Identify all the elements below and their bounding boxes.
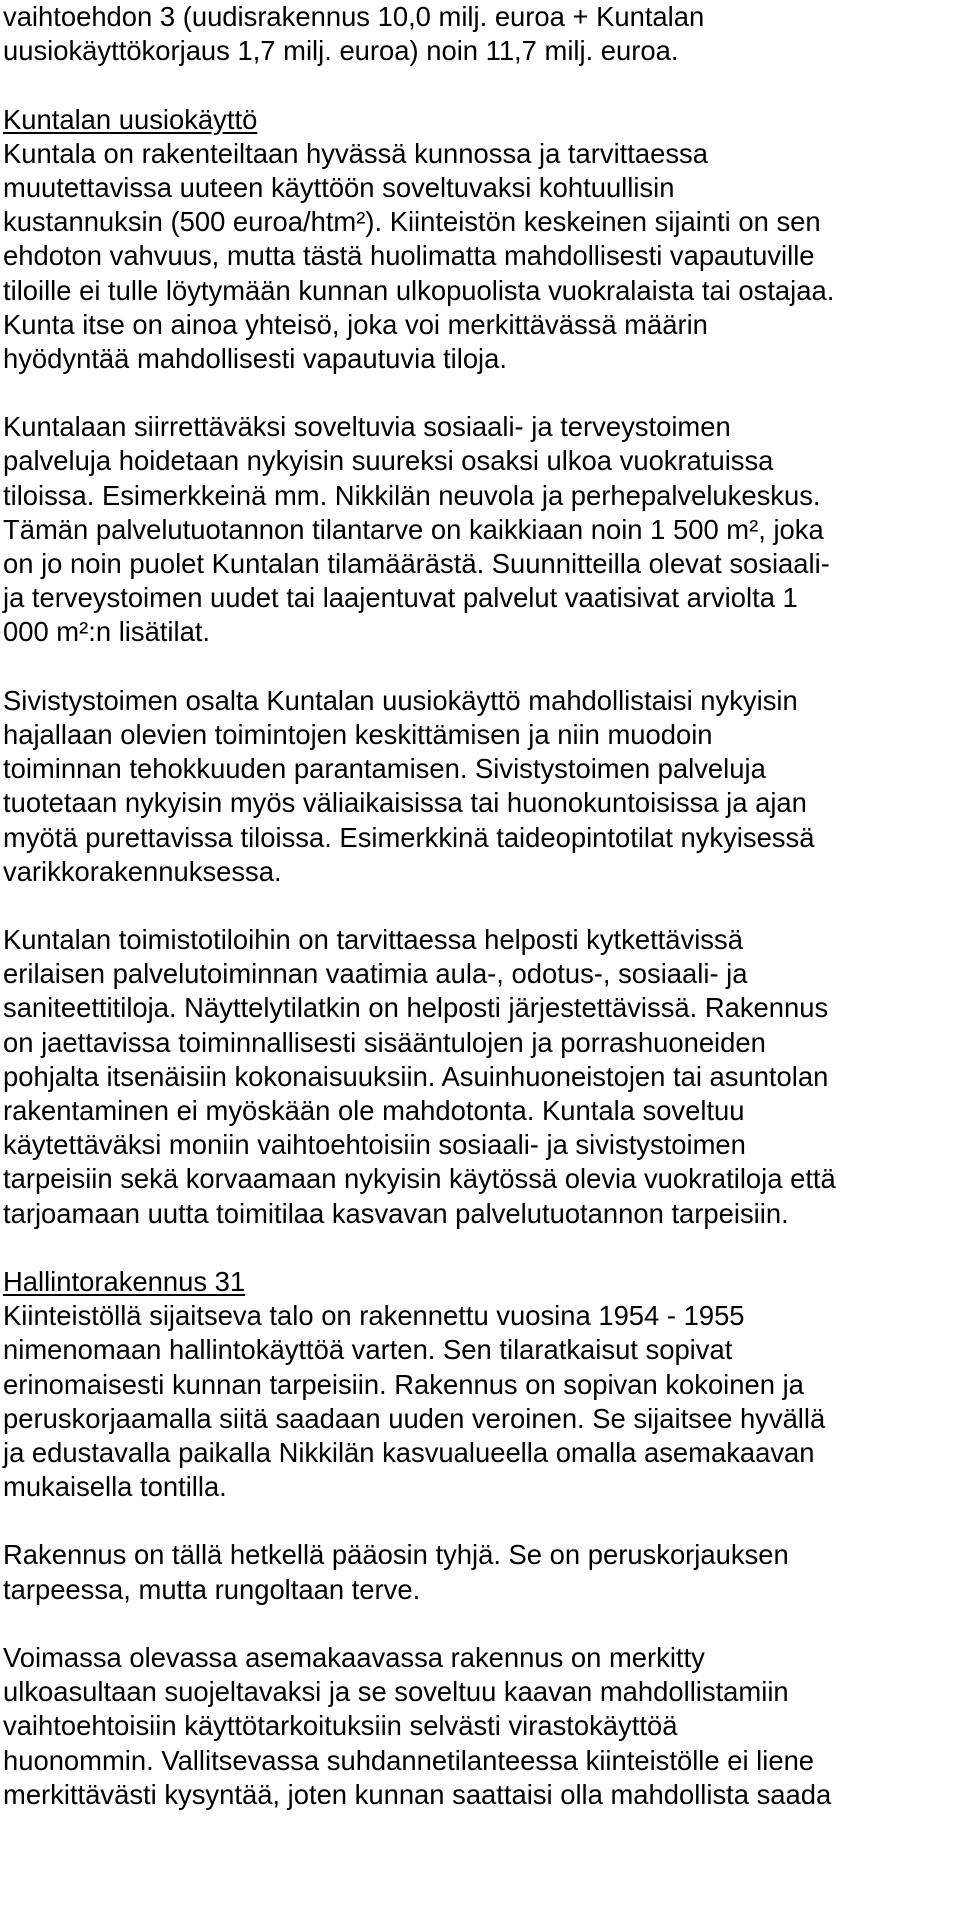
text-line: pohjalta itsenäisiin kokonaisuuksiin. Asuinhuoneistojen tai asuntolan bbox=[3, 1060, 829, 1092]
paragraph bbox=[3, 923, 958, 1231]
section-heading: Kuntalan uusiokäyttö bbox=[3, 103, 258, 135]
text-line: on jaettavissa toiminnallisesti sisääntulojen ja porrashuoneiden bbox=[3, 1026, 766, 1058]
paragraph bbox=[3, 684, 958, 889]
text-line: mukaisella tontilla. bbox=[3, 1471, 227, 1503]
text-line: Tämän palvelutuotannon tilantarve on kaikkiaan noin 1 500 m², joka bbox=[3, 513, 824, 545]
paragraph bbox=[3, 410, 958, 649]
text-line: saniteettitiloja. Näyttelytilatkin on helposti järjestettävissä. Rakennus bbox=[3, 992, 829, 1024]
text-line: peruskorjaamalla siitä saadaan uuden veroinen. Se sijaitsee hyvällä bbox=[3, 1402, 826, 1434]
text-line: hyödyntää mahdollisesti vapautuvia tiloja. bbox=[3, 342, 507, 374]
paragraph bbox=[3, 137, 958, 376]
text-line: tarpeessa, mutta rungoltaan terve. bbox=[3, 1573, 421, 1605]
paragraph-spacer bbox=[3, 889, 958, 923]
text-line: Rakennus on tällä hetkellä pääosin tyhjä. Se on peruskorjauksen bbox=[3, 1539, 789, 1571]
text-line: nimenomaan hallintokäyttöä varten. Sen tilaratkaisut sopivat bbox=[3, 1334, 733, 1366]
text-line: rakentaminen ei myöskään ole mahdotonta. Kuntala soveltuu bbox=[3, 1095, 745, 1126]
text-line: tarjoamaan uutta toimitilaa kasvavan palvelutuotannon tarpeisiin. bbox=[3, 1197, 789, 1229]
text-line: Kiinteistöllä sijaitseva talo on rakennettu vuosina 1954 - 1955 bbox=[3, 1300, 745, 1332]
text-line: Kuntalaan siirrettäväksi soveltuvia sosiaali- ja terveystoimen bbox=[3, 411, 731, 443]
text-line: palveluja hoidetaan nykyisin suureksi osaksi ulkoa vuokratuissa bbox=[3, 445, 774, 477]
text-line: 000 m²:n lisätilat. bbox=[3, 616, 211, 648]
text-line: käytettäväksi moniin vaihtoehtoisiin sosiaali- ja sivistystoimen bbox=[3, 1129, 746, 1161]
text-line: merkittävästi kysyntää, joten kunnan saattaisi olla mahdollista saada bbox=[3, 1778, 832, 1810]
text-line: Kuntala on rakenteiltaan hyvässä kunnossa ja tarvittaessa bbox=[3, 137, 708, 169]
text-line: ehdoton vahvuus, mutta tästä huolimatta mahdollisesti vapautuville bbox=[3, 240, 815, 272]
section-heading: Hallintorakennus 31 bbox=[3, 1265, 246, 1297]
paragraph-spacer bbox=[3, 1607, 958, 1641]
text-line: myötä purettavissa tiloissa. Esimerkkinä taideopintotilat nykyisessä bbox=[3, 821, 815, 853]
section-kuntala bbox=[3, 103, 958, 1231]
text-line: Sivistystoimen osalta Kuntalan uusiokäyttö mahdollistaisi nykyisin bbox=[3, 684, 798, 716]
text-line: huonommin. Vallitsevassa suhdannetilanteessa kiinteistölle ei liene bbox=[3, 1744, 815, 1776]
text-line: uusiokäyttökorjaus 1,7 milj. euroa) noin 11,7 milj. euroa. bbox=[3, 35, 679, 67]
text-line: tarpeisiin sekä korvaamaan nykyisin käytössä olevia vuokratiloja että bbox=[3, 1163, 836, 1195]
text-line: Kuntalan toimistotiloihin on tarvittaessa helposti kytkettävissä bbox=[3, 924, 743, 956]
text-line: ja edustavalla paikalla Nikkilän kasvualueella omalla asemakaavan bbox=[3, 1436, 815, 1468]
paragraph-spacer bbox=[3, 1231, 958, 1265]
paragraph bbox=[3, 1641, 958, 1812]
text-line: ulkoasultaan suojeltavaksi ja se soveltuu kaavan mahdollistamiin bbox=[3, 1676, 789, 1708]
text-line: muutettavissa uuteen käyttöön soveltuvaksi kohtuullisin bbox=[3, 171, 675, 203]
paragraph-spacer bbox=[3, 68, 958, 102]
text-line: Kunta itse on ainoa yhteisö, joka voi merkittävässä määrin bbox=[3, 308, 708, 340]
text-line: toiminnan tehokkuuden parantamisen. Sivistystoimen palveluja bbox=[3, 753, 766, 785]
text-line: vaihtoehdon 3 (uudisrakennus 10,0 milj. euroa + Kuntalan bbox=[3, 1, 705, 32]
paragraph bbox=[3, 1538, 958, 1606]
text-line: tuotetaan nykyisin myös väliaikaisissa tai huonokuntoisissa ja ajan bbox=[3, 787, 807, 819]
text-line: tiloille ei tulle löytymään kunnan ulkopuolista vuokralaista tai ostajaa. bbox=[3, 274, 835, 306]
text-line: on jo noin puolet Kuntalan tilamäärästä. Suunnitteilla olevat sosiaali- bbox=[3, 548, 830, 579]
text-line: varikkorakennuksessa. bbox=[3, 855, 282, 887]
text-line: vaihtoehtoisiin käyttötarkoituksiin selvästi virastokäyttöä bbox=[3, 1710, 678, 1742]
text-line: erilaisen palvelutoiminnan vaatimia aula-, odotus-, sosiaali- ja bbox=[3, 958, 748, 990]
paragraph-spacer bbox=[3, 1504, 958, 1538]
text-line: tiloissa. Esimerkkeinä mm. Nikkilän neuvola ja perhepalvelukeskus. bbox=[3, 479, 821, 511]
paragraph-spacer bbox=[3, 376, 958, 410]
text-line: ja terveystoimen uudet tai laajentuvat palvelut vaatisivat arviolta 1 bbox=[3, 582, 798, 614]
text-line: erinomaisesti kunnan tarpeisiin. Rakennus on sopivan kokoinen ja bbox=[3, 1368, 804, 1400]
text-line: kustannuksin (500 euroa/htm²). Kiinteistön keskeinen sijainti on sen bbox=[3, 206, 821, 238]
text-line: hajallaan olevien toimintojen keskittämisen ja niin muodoin bbox=[3, 718, 713, 750]
intro-paragraph bbox=[3, 0, 958, 68]
paragraph-spacer bbox=[3, 650, 958, 684]
text-line: Voimassa olevassa asemakaavassa rakennus on merkitty bbox=[3, 1642, 705, 1673]
paragraph bbox=[3, 1299, 958, 1504]
section-hallintorakennus bbox=[3, 1265, 958, 1812]
